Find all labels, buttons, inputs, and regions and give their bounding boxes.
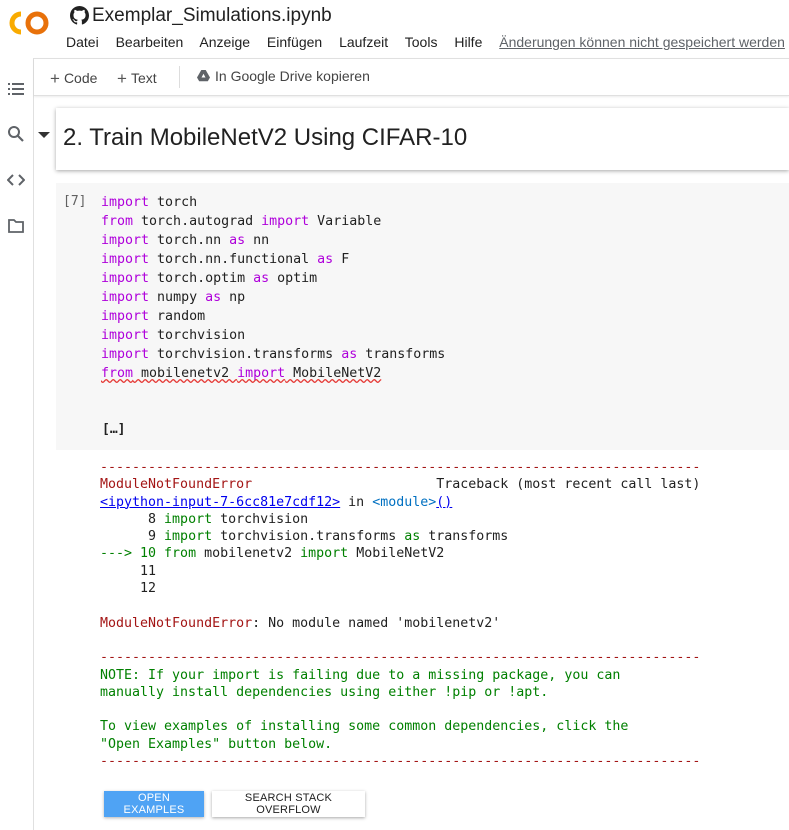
token: torchvision	[212, 511, 309, 527]
code-line	[101, 345, 445, 364]
token: as	[341, 347, 358, 362]
plus-icon: +	[117, 69, 127, 88]
token: 12	[100, 581, 157, 597]
token: import	[101, 233, 150, 248]
code-line	[101, 288, 445, 307]
token: 11	[100, 563, 157, 579]
menu-insert[interactable]: Einfügen	[266, 34, 323, 50]
cell-output-traceback	[100, 459, 700, 770]
menu-runtime[interactable]: Laufzeit	[339, 34, 389, 50]
token: To view examples of installing some common dependencies, click the	[100, 719, 629, 735]
menu-file[interactable]: Datei	[66, 34, 99, 50]
token: mobilenetv2	[133, 366, 238, 381]
output-line	[100, 615, 700, 632]
token: transforms	[420, 529, 509, 545]
token: "Open Examples" button below.	[100, 736, 333, 752]
search-icon[interactable]	[7, 125, 25, 143]
code-snippets-icon[interactable]	[7, 171, 25, 189]
code-line	[101, 231, 445, 250]
colab-logo[interactable]	[8, 8, 52, 38]
output-line	[100, 545, 700, 562]
code-line	[101, 250, 445, 269]
token: torchvision.transforms	[212, 529, 405, 545]
output-line	[100, 528, 700, 545]
token: mobilenetv2	[196, 546, 301, 562]
menu-tools[interactable]: Tools	[404, 34, 438, 50]
token[interactable]: <ipython-input-7-6cc81e7cdf12>	[100, 494, 341, 510]
add-text-cell-button[interactable]: + Text	[117, 69, 157, 88]
github-icon	[70, 6, 89, 25]
code-line	[101, 212, 445, 231]
output-line	[100, 459, 700, 476]
output-line	[100, 667, 700, 684]
output-line	[100, 718, 700, 735]
menu-bar	[66, 34, 785, 50]
output-line	[100, 649, 700, 666]
search-stack-overflow-button[interactable]: SEARCH STACK OVERFLOW	[212, 791, 365, 817]
drive-icon	[197, 70, 210, 82]
token: from	[101, 214, 134, 229]
open-examples-button[interactable]: OPEN EXAMPLES	[104, 791, 204, 817]
token: import	[237, 366, 286, 381]
output-line	[100, 563, 700, 580]
token: ModuleNotFoundError	[100, 477, 253, 493]
token: ---------------------------------------------------------------------------	[100, 754, 701, 770]
left-sidebar	[0, 58, 34, 830]
token: import	[101, 252, 150, 267]
code-line	[101, 364, 445, 383]
token: random	[149, 309, 206, 324]
token: F	[333, 252, 350, 267]
token: Traceback (most recent call last)	[252, 477, 701, 493]
token: import	[101, 309, 150, 324]
output-line	[100, 753, 700, 770]
token: torch.nn	[149, 233, 230, 248]
token: transforms	[357, 347, 446, 362]
output-line	[100, 476, 700, 493]
output-line	[100, 494, 700, 511]
code-editor[interactable]	[101, 193, 445, 383]
token: as	[205, 290, 222, 305]
code-line	[101, 307, 445, 326]
token: ---> 10	[100, 546, 165, 562]
token: ---------------------------------------------------------------------------	[100, 650, 701, 666]
code-line	[101, 269, 445, 288]
token: ---------------------------------------------------------------------------	[100, 460, 701, 475]
token: import	[101, 328, 150, 343]
token: import	[300, 546, 349, 562]
token: torchvision.transforms	[149, 347, 342, 362]
token: import	[101, 347, 150, 362]
toc-icon[interactable]	[7, 80, 25, 98]
execution-count: [7]	[63, 194, 87, 209]
token: in	[340, 494, 373, 510]
toolbar-divider	[179, 66, 180, 88]
token: torch.autograd	[133, 214, 262, 229]
token: 9	[100, 529, 165, 545]
token: torch.optim	[149, 271, 254, 286]
output-line	[100, 736, 700, 753]
add-code-cell-button[interactable]: + Code	[50, 69, 98, 88]
token: <module>	[372, 494, 437, 510]
section-heading: 2. Train MobileNetV2 Using CIFAR-10	[63, 124, 468, 151]
copy-to-drive-button[interactable]: In Google Drive kopieren	[197, 68, 370, 84]
output-line	[100, 701, 700, 718]
token: : No module named 'mobilenetv2'	[252, 615, 501, 631]
token: as	[253, 271, 270, 286]
output-line	[100, 684, 700, 701]
hidden-code-ellipsis[interactable]: […]	[102, 422, 126, 437]
token: Variable	[309, 214, 382, 229]
folder-icon[interactable]	[7, 217, 25, 235]
token: MobileNetV2	[285, 366, 382, 381]
token: torch.nn.functional	[149, 252, 318, 267]
token: MobileNetV2	[348, 546, 445, 562]
token: ()	[436, 494, 453, 510]
output-line	[100, 511, 700, 528]
output-line	[100, 632, 700, 649]
token: import	[101, 195, 150, 210]
plus-icon: +	[50, 69, 60, 88]
menu-view[interactable]: Anzeige	[199, 34, 251, 50]
notebook-toolbar	[34, 58, 789, 96]
token: manually install dependencies using either !pip or !apt.	[100, 684, 549, 700]
menu-help[interactable]: Hilfe	[454, 34, 483, 50]
token: as	[317, 252, 334, 267]
collapse-section-arrow[interactable]	[38, 132, 50, 138]
output-line	[100, 580, 700, 597]
token: nn	[245, 233, 270, 248]
token: as	[404, 529, 421, 545]
token: optim	[269, 271, 318, 286]
menu-edit[interactable]: Bearbeiten	[115, 34, 184, 50]
token: from	[164, 546, 197, 562]
token: import	[164, 529, 213, 545]
token: NOTE: If your import is failing due to a missing package, you can	[100, 667, 621, 683]
notebook-title[interactable]: Exemplar_Simulations.ipynb	[92, 5, 332, 26]
token: as	[229, 233, 246, 248]
token: torchvision	[149, 328, 246, 343]
token: torch	[149, 195, 198, 210]
unsaved-changes-warning[interactable]: Änderungen können nicht gespeichert werden	[499, 34, 785, 50]
token: import	[164, 511, 213, 527]
token: 8	[100, 511, 165, 527]
code-line	[101, 193, 445, 212]
text-cell[interactable]	[56, 108, 789, 170]
token: import	[101, 271, 150, 286]
code-line	[101, 326, 445, 345]
token: np	[221, 290, 246, 305]
token: ModuleNotFoundError	[100, 615, 253, 631]
token: import	[101, 290, 150, 305]
token: numpy	[149, 290, 206, 305]
output-line	[100, 597, 700, 614]
token: import	[261, 214, 310, 229]
token: from	[101, 366, 134, 381]
